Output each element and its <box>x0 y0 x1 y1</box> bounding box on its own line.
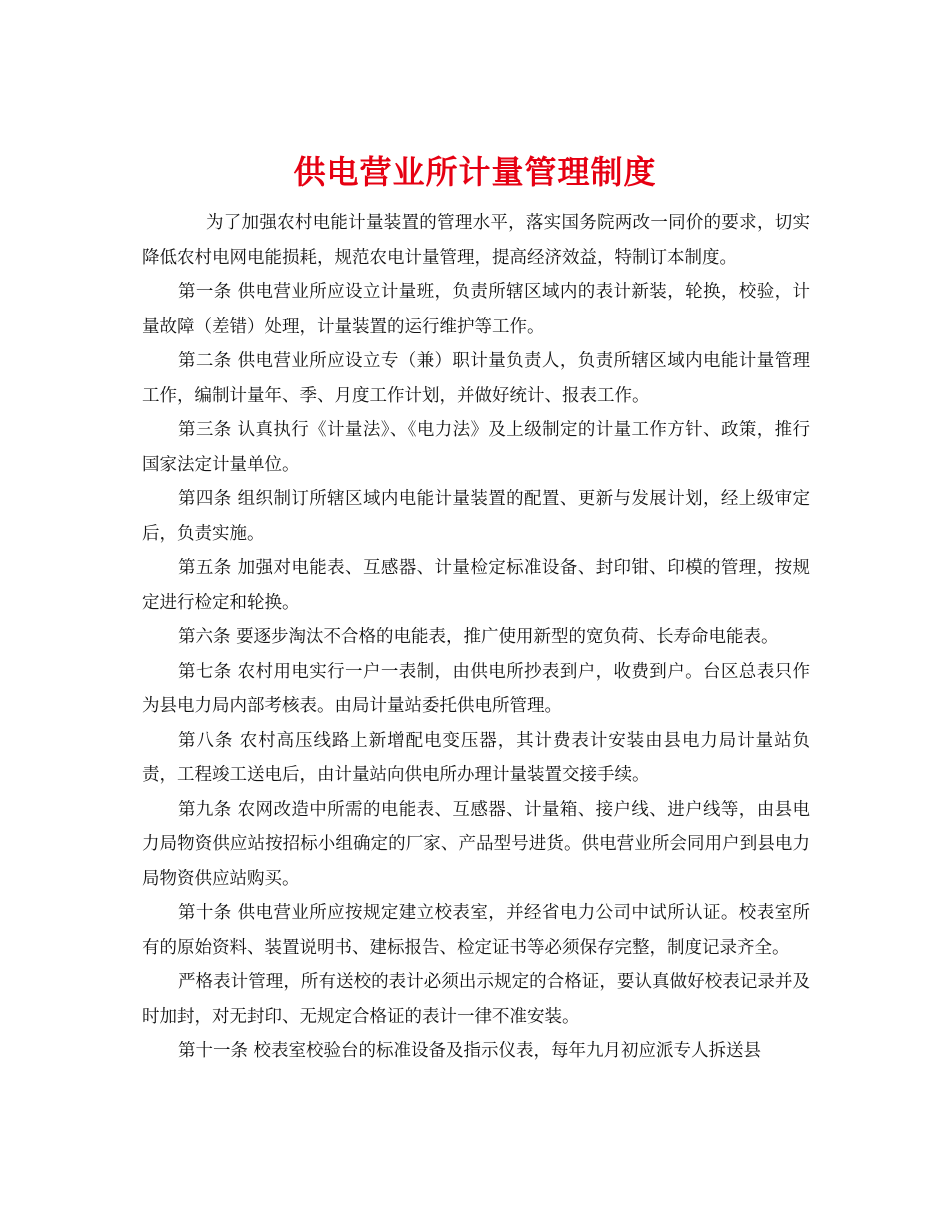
document-title: 供电营业所计量管理制度 <box>293 153 657 192</box>
article-3-paragraph: 第三条 认真执行《计量法》、《电力法》及上级制定的计量工作方针、政策，推行国家法定计量单位。 <box>142 420 810 475</box>
meter-management-paragraph: 严格表计管理，所有送校的表计必须出示规定的合格证，要认真做好校表记录并及时加封，对无封印、无规定合格证的表计一律不准安装。 <box>142 972 810 1027</box>
article-5-paragraph: 第五条 加强对电能表、互感器、计量检定标准设备、封印钳、印模的管理，按规定进行检定和轮换。 <box>142 558 810 613</box>
article-7-paragraph: 第七条 农村用电实行一户一表制，由供电所抄表到户，收费到户。台区总表只作为县电力局内部考核表。由局计量站委托供电所管理。 <box>142 661 810 716</box>
article-8-paragraph: 第八条 农村高压线路上新增配电变压器，其计费表计安装由县电力局计量站负责，工程竣工送电后，由计量站向供电所办理计量装置交接手续。 <box>142 730 810 785</box>
article-11-paragraph: 第十一条 校表室校验台的标准设备及指示仪表，每年九月初应派专人拆送县 <box>178 1041 762 1061</box>
article-2-paragraph: 第二条 供电营业所应设立专（兼）职计量负责人，负责所辖区域内电能计量管理工作，编制计量年、季、月度工作计划，并做好统计、报表工作。 <box>142 351 810 406</box>
article-1-paragraph: 第一条 供电营业所应设立计量班，负责所辖区域内的表计新装，轮换，校验，计量故障（差错）处理，计量装置的运行维护等工作。 <box>142 282 810 337</box>
article-6-paragraph: 第六条 要逐步淘汰不合格的电能表，推广使用新型的宽负荷、长寿命电能表。 <box>178 627 779 647</box>
intro-paragraph: 为了加强农村电能计量装置的管理水平，落实国务院两改一同价的要求，切实降低农村电网电能损耗，规范农电计量管理，提高经济效益，特制订本制度。 <box>142 213 810 268</box>
article-4-paragraph: 第四条 组织制订所辖区域内电能计量装置的配置、更新与发展计划，经上级审定后，负责实施。 <box>142 489 810 544</box>
article-10-paragraph: 第十条 供电营业所应按规定建立校表室，并经省电力公司中试所认证。校表室所有的原始资料、装置说明书、建标报告、检定证书等必须保存完整，制度记录齐全。 <box>142 903 810 958</box>
article-9-paragraph: 第九条 农网改造中所需的电能表、互感器、计量箱、接户线、进户线等，由县电力局物资供应站按招标小组确定的厂家、产品型号进货。供电营业所会同用户到县电力局物资供应站购买。 <box>142 799 810 889</box>
document-body <box>142 206 810 1069</box>
